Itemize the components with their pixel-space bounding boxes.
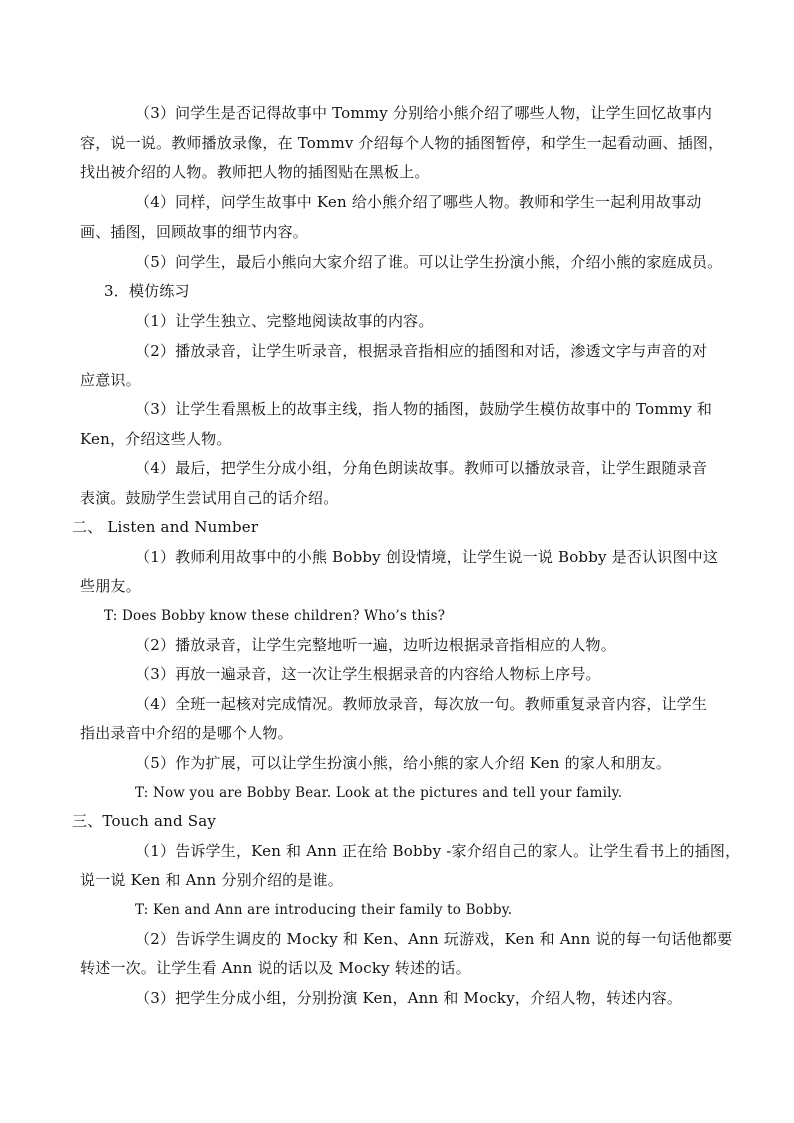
paragraph-line: （2）播放录音，让学生听录音，根据录音指相应的插图和对话，渗透文字与声音的对	[135, 342, 708, 360]
paragraph-line: 表演。鼓励学生尝试用自己的话介绍。	[80, 489, 339, 507]
paragraph-line: （1）教师利用故事中的小熊 Bobby 创设情境，让学生说一说 Bobby 是否认识图中这	[135, 548, 719, 566]
section-heading: 二、 Listen and Number	[72, 518, 259, 536]
paragraph-line: Ken，介绍这些人物。	[80, 430, 232, 448]
paragraph-line: （3）再放一遍录音，这一次让学生根据录音的内容给人物标上序号。	[135, 665, 601, 683]
paragraph-line: （1）告诉学生，Ken 和 Ann 正在给 Bobby -家介绍自己的家人。让学生看书上的插图，	[135, 842, 741, 860]
paragraph-line: （4）同样，问学生故事中 Ken 给小熊介绍了哪些人物。教师和学生一起利用故事动	[135, 193, 702, 211]
paragraph-line: （3）把学生分成小组，分别扮演 Ken，Ann 和 Mocky，介绍人物，转述内容。	[135, 989, 683, 1007]
paragraph-line: 应意识。	[80, 371, 141, 389]
paragraph-line: 画、插图，回顾故事的细节内容。	[80, 223, 309, 241]
section-heading: 三、Touch and Say	[72, 812, 217, 830]
paragraph-line: 找出被介绍的人物。教师把人物的插图贴在黑板上。	[80, 163, 430, 181]
paragraph-line: （4）最后，把学生分成小组，分角色朗读故事。教师可以播放录音，让学生跟随录音	[135, 459, 708, 477]
paragraph-line: （3）让学生看黑板上的故事主线，指人物的插图，鼓励学生模仿故事中的 Tommy 和	[135, 400, 713, 418]
paragraph-line: 些朋友。	[80, 577, 141, 595]
paragraph-line: （2）告诉学生调皮的 Mocky 和 Ken、Ann 玩游戏，Ken 和 Ann 说的每一句话他都要	[135, 930, 733, 948]
paragraph-line: （1）让学生独立、完整地阅读故事的内容。	[135, 312, 434, 330]
paragraph-line: （2）播放录音，让学生完整地听一遍，边听边根据录音指相应的人物。	[135, 636, 616, 654]
paragraph-line: 转述一次。让学生看 Ann 说的话以及 Mocky 转述的话。	[80, 959, 471, 977]
dialogue-line: T: Does Bobby know these children? Who’s this?	[104, 608, 446, 624]
paragraph-line: 说一说 Ken 和 Ann 分别介绍的是谁。	[80, 871, 343, 889]
paragraph-line: 容，说一说。教师播放录像，在 Tommv 介绍每个人物的插图暂停，和学生一起看动画、插图，	[80, 134, 724, 152]
paragraph-line: （5）作为扩展，可以让学生扮演小熊，给小熊的家人介绍 Ken 的家人和朋友。	[135, 754, 672, 772]
paragraph-line: 指出录音中介绍的是哪个人物。	[80, 724, 293, 742]
section-heading: 3．模仿练习	[104, 282, 190, 300]
dialogue-line: T: Now you are Bobby Bear. Look at the pictures and tell your family.	[135, 785, 623, 801]
dialogue-line: T: Ken and Ann are introducing their family to Bobby.	[135, 902, 513, 918]
paragraph-line: （3）问学生是否记得故事中 Tommy 分别给小熊介绍了哪些人物，让学生回忆故事内	[135, 104, 713, 122]
paragraph-line: （4）全班一起核对完成情况。教师放录音，每次放一句。教师重复录音内容，让学生	[135, 695, 708, 713]
paragraph-line: （5）问学生，最后小熊向大家介绍了谁。可以让学生扮演小熊，介绍小熊的家庭成员。	[135, 253, 723, 271]
